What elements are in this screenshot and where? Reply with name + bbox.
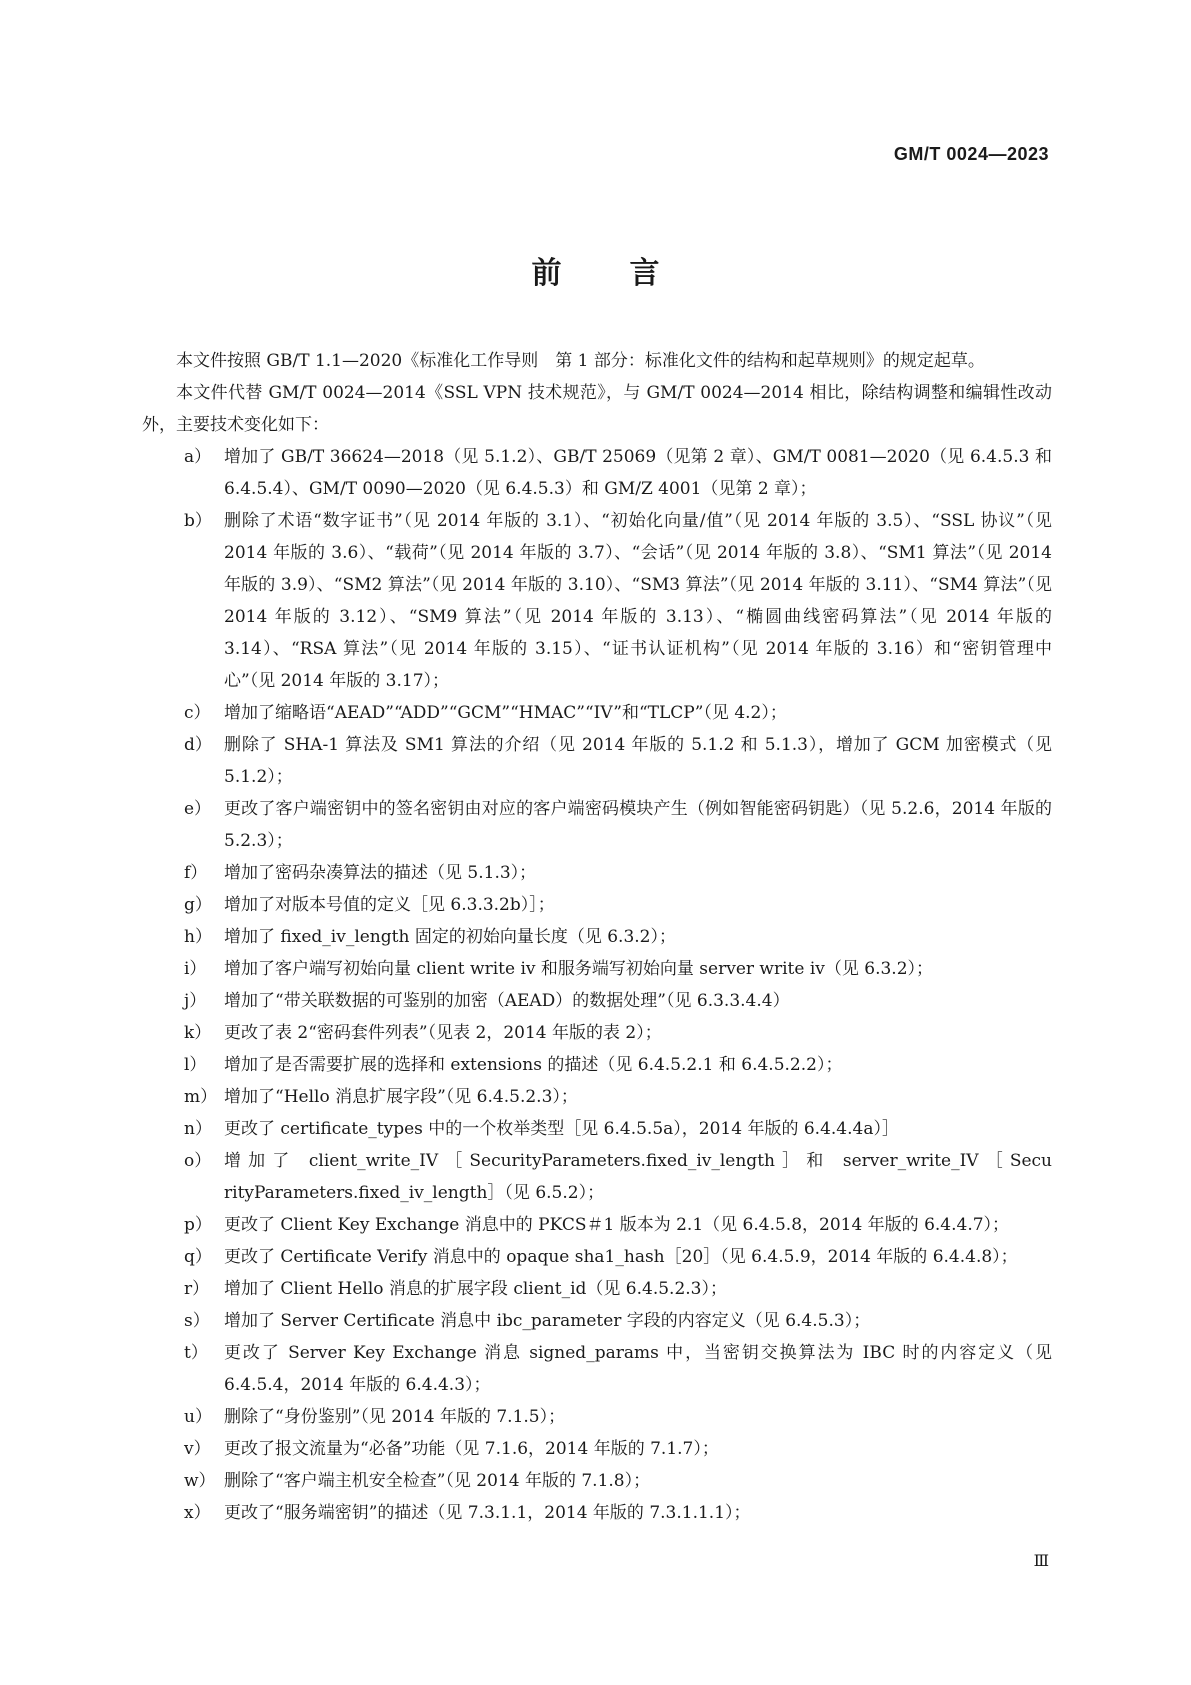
list-item-text: 更改了 certificate_types 中的一个枚举类型［见 6.4.5.5a），2014 年版的 6.4.4.4a）］: [224, 1119, 899, 1139]
page-title: [0, 248, 1191, 292]
list-item-text: 增加了 fixed_iv_length 固定的初始向量长度（见 6.3.2）；: [224, 927, 676, 947]
list-item-text: 更改了 Certificate Verify 消息中的 opaque sha1_hash［20］（见 6.4.5.9，2014 年版的 6.4.4.8）；: [224, 1247, 1018, 1267]
list-item-text: 删除了 SHA-1 算法及 SM1 算法的介绍（见 2014 年版的 5.1.2 和 5.1.3），增加了 GCM 加密模式（见 5.1.2）；: [224, 735, 1052, 787]
list-marker: u）: [184, 1407, 212, 1427]
list-marker: l）: [184, 1055, 207, 1075]
list-marker: w）: [184, 1471, 216, 1491]
list-item-text: 增加了“Hello 消息扩展字段”（见 6.4.5.2.3）；: [224, 1087, 578, 1107]
paragraph: 本文件按照 GB/T 1.1—2020《标准化工作导则 第 1 部分：标准化文件的结构和起草规则》的规定起草。: [176, 351, 985, 371]
list-item-text: 更改了 Client Key Exchange 消息中的 PKCS＃1 版本为 2.1（见 6.4.5.8，2014 年版的 6.4.4.7）；: [224, 1215, 1010, 1235]
list-item-text: 增加了是否需要扩展的选择和 extensions 的描述（见 6.4.5.2.1 和 6.4.5.2.2）；: [224, 1055, 843, 1075]
list-item: [142, 1273, 1052, 1305]
list-marker: j）: [184, 991, 207, 1011]
change-list: [142, 441, 1052, 1529]
list-item: [142, 1081, 1052, 1113]
list-item: [142, 1337, 1052, 1401]
list-item-text: 删除了术语“数字证书”（见 2014 年版的 3.1）、“初始化向量/值”（见 2014 年版的 3.5）、“SSL 协议”（见 2014 年版的 3.6）、“载荷”（见 2014 年版的 3.7）、“会话”（见 2014 年版的 3.8）、“SM1 算法”（见 2014 年版的 3.9）、“SM2 算法”（见 2014 年版的 3.10）、“SM3 算法”（见 2014 年版的 3.11）、“SM4 算法”（见 2014 年版的 3.12）、“SM9 算法”（见 2014 年版的 3.13）、“椭圆曲线密码算法”（见 2014 年版的 3.14）、“RSA 算法”（见 2014 年版的 3.15）、“证书认证机构”（见 2014 年版的 3.16）和“密钥管理中心”（见 2014 年版的 3.17）；: [224, 511, 1052, 691]
list-marker: s）: [184, 1311, 210, 1331]
list-item: [142, 441, 1052, 505]
list-marker: v）: [184, 1439, 211, 1459]
list-item: [142, 985, 1052, 1017]
list-item: [142, 505, 1052, 697]
list-marker: r）: [184, 1279, 210, 1299]
list-item: [142, 1145, 1052, 1209]
list-item: [142, 1305, 1052, 1337]
list-marker: i）: [184, 959, 207, 979]
foreword-body: [142, 345, 1052, 1529]
list-item-text: 增加了 Client Hello 消息的扩展字段 client_id（见 6.4.5.2.3）；: [224, 1279, 727, 1299]
list-item: [142, 1465, 1052, 1497]
list-item: [142, 697, 1052, 729]
list-item: [142, 1433, 1052, 1465]
document-code: GM/T 0024—2023: [893, 144, 1049, 164]
list-item: [142, 857, 1052, 889]
list-item-text: 更改了客户端密钥中的签名密钥由对应的客户端密码模块产生（例如智能密码钥匙）（见 5.2.6，2014 年版的 5.2.3）；: [224, 799, 1052, 851]
list-marker: f）: [184, 863, 208, 883]
list-item-text: 增加了客户端写初始向量 client write iv 和服务端写初始向量 server write iv（见 6.3.2）；: [224, 959, 934, 979]
list-item-text: 增加了对版本号值的定义［见 6.3.3.2b）］；: [224, 895, 555, 915]
list-marker: g）: [184, 895, 212, 915]
list-marker: k）: [184, 1023, 212, 1043]
list-marker: b）: [184, 511, 212, 531]
list-item: [142, 729, 1052, 793]
list-item-text: 增加了 Server Certificate 消息中 ibc_parameter 字段的内容定义（见 6.4.5.3）；: [224, 1311, 871, 1331]
list-item-text: 更改了报文流量为“必备”功能（见 7.1.6，2014 年版的 7.1.7）；: [224, 1439, 719, 1459]
list-item-text: 删除了“客户端主机安全检查”（见 2014 年版的 7.1.8）；: [224, 1471, 651, 1491]
paragraph: 本文件代替 GM/T 0024—2014《SSL VPN 技术规范》，与 GM/T 0024—2014 相比，除结构调整和编辑性改动外，主要技术变化如下：: [142, 383, 1052, 435]
list-item-text: 增加了密码杂凑算法的描述（见 5.1.3）；: [224, 863, 537, 883]
list-item-text: 更改了表 2“密码套件列表”（见表 2，2014 年版的表 2）；: [224, 1023, 662, 1043]
list-marker: h）: [184, 927, 212, 947]
list-item: [142, 1241, 1052, 1273]
list-item-text: 更改了 Server Key Exchange 消息 signed_params 中，当密钥交换算法为 IBC 时的内容定义（见 6.4.5.4，2014 年版的 6.4.4.3）；: [224, 1343, 1052, 1395]
list-marker: o）: [184, 1151, 212, 1171]
list-marker: m）: [184, 1087, 218, 1107]
list-item-text: 删除了“身份鉴别”（见 2014 年版的 7.1.5）；: [224, 1407, 566, 1427]
title-char-2: 言: [629, 256, 660, 291]
list-item: [142, 1017, 1052, 1049]
list-marker: d）: [184, 735, 212, 755]
list-item-text: 增加了 GB/T 36624—2018（见 5.1.2）、GB/T 25069（见第 2 章）、GM/T 0081—2020（见 6.4.5.3 和 6.4.5.4）、GM/T 0090—2020（见 6.4.5.3）和 GM/Z 4001（见第 2 章）；: [224, 447, 1052, 499]
title-char-1: 前: [531, 256, 562, 291]
list-item: [142, 953, 1052, 985]
list-item: [142, 889, 1052, 921]
list-marker: t）: [184, 1343, 208, 1363]
list-item: [142, 793, 1052, 857]
list-marker: q）: [184, 1247, 212, 1267]
list-item: [142, 1113, 1052, 1145]
list-item-text: 增加了缩略语“AEAD”“ADD”“GCM”“HMAC”“IV”和“TLCP”（见 4.2）；: [224, 703, 787, 723]
list-marker: a）: [184, 447, 212, 467]
list-item-text: 增加了 client_write_IV［SecurityParameters.fixed_iv_length］和 server_write_IV［Secu rityParameters.fixed_iv_length］（见 6.5.2）；: [224, 1151, 1052, 1203]
list-item: [142, 1049, 1052, 1081]
list-item: [142, 1497, 1052, 1529]
list-marker: p）: [184, 1215, 212, 1235]
list-marker: x）: [184, 1503, 211, 1523]
list-item-text: 更改了“服务端密钥”的描述（见 7.3.1.1，2014 年版的 7.3.1.1.1）；: [224, 1503, 751, 1523]
list-marker: c）: [184, 703, 211, 723]
list-item: [142, 1209, 1052, 1241]
list-item: [142, 921, 1052, 953]
list-marker: e）: [184, 799, 212, 819]
list-item-text: 增加了“带关联数据的可鉴别的加密（AEAD）的数据处理”（见 6.3.3.4.4）: [224, 991, 790, 1011]
list-item: [142, 1401, 1052, 1433]
list-marker: n）: [184, 1119, 212, 1139]
page-number: Ⅲ: [1033, 1551, 1049, 1570]
